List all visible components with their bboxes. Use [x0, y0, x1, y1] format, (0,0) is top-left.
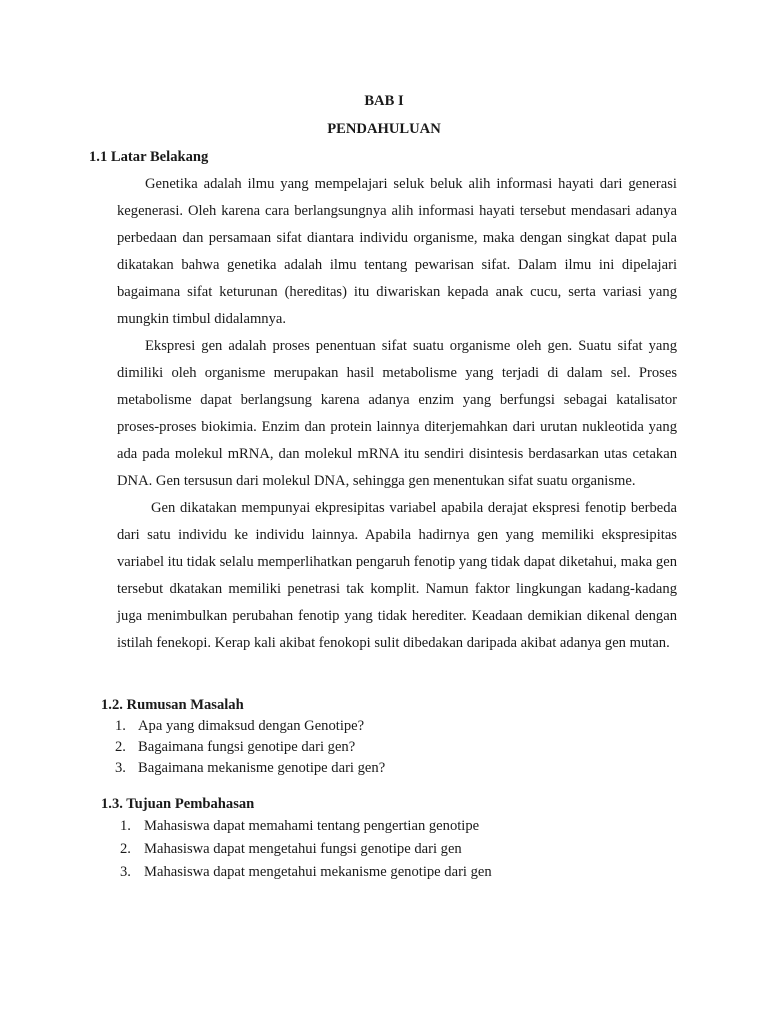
list-item-number: 2. [120, 841, 131, 857]
list-item-number: 2. [115, 739, 126, 755]
list-item-text: Mahasiswa dapat mengetahui mekanisme genotipe dari gen [144, 864, 492, 880]
section-title-latar-belakang: 1.1 Latar Belakang [89, 149, 209, 165]
list-item-text: Bagaimana mekanisme genotipe dari gen? [138, 760, 386, 776]
list-item-number: 1. [115, 718, 126, 734]
list-item [115, 737, 385, 758]
section-title-tujuan-pembahasan: 1.3. Tujuan Pembahasan [101, 796, 255, 812]
list-item [120, 815, 492, 838]
list-item-text: Apa yang dimaksud dengan Genotipe? [138, 718, 365, 734]
list-item [120, 861, 492, 884]
list-item [120, 838, 492, 861]
list-item-text: Mahasiswa dapat memahami tentang pengertian genotipe [144, 818, 480, 834]
latar-belakang-body [117, 171, 677, 657]
list-item [115, 716, 385, 737]
section-title-rumusan-masalah: 1.2. Rumusan Masalah [101, 697, 244, 713]
paragraph-genetika: Genetika adalah ilmu yang mempelajari seluk beluk alih informasi hayati dari generasi kegenerasi. Oleh karena cara berlangsungnya alih informasi hayati tersebut mendasari adanya perbedaan dan persamaan sifat diantara individu organisme, maka dengan singkat dapat pula dikatakan bahwa genetika adalah ilmu tentang pewarisan sifat. Dalam ilmu ini dipelajari bagaimana sifat keturunan (hereditas) itu diwariskan kepada anak cucu, serta variasi yang mungkin timbul didalamnya. [117, 176, 677, 327]
paragraph-ekspresi-gen: Ekspresi gen adalah proses penentuan sifat suatu organisme oleh gen. Suatu sifat yang dimiliki oleh organisme merupakan hasil metabolisme yang terjadi di dalam sel. Proses metabolisme dapat berlangsung karena adanya enzim yang berfungsi sebagai katalisator proses-proses biokimia. Enzim dan protein lainnya diterjemahkan dari urutan nukleotida yang ada pada molekul mRNA, dan molekul mRNA itu sendiri disintesis berdasarkan utas cetakan DNA. Gen tersusun dari molekul DNA, sehingga gen menentukan sifat suatu organisme. [117, 338, 677, 489]
chapter-label: BAB I [364, 93, 404, 109]
list-item-number: 3. [115, 760, 126, 776]
rumusan-masalah-list [115, 716, 385, 779]
list-item [115, 758, 385, 779]
list-item-number: 1. [120, 818, 131, 834]
paragraph-ekspresipitas: Gen dikatakan mempunyai ekpresipitas variabel apabila derajat ekspresi fenotip berbeda dari satu individu ke individu lainnya. Apabila hadirnya gen yang memiliki ekspresipitas variabel itu tidak selalu memperlihatkan pengaruh fenotip yang tidak dapat diketahui, maka gen tersebut dkatakan memiliki penetrasi tak komplit. Namun faktor lingkungan kadang-kadang juga menimbulkan perubahan fenotip yang tidak herediter. Keadaan demikian dikenal dengan istilah fenekopi. Kerap kali akibat fenokopi sulit dibedakan daripada akibat adanya gen mutan. [117, 500, 677, 651]
chapter-title: PENDAHULUAN [327, 121, 441, 137]
list-item-text: Mahasiswa dapat mengetahui fungsi genotipe dari gen [144, 841, 462, 857]
tujuan-pembahasan-list [120, 815, 492, 884]
list-item-number: 3. [120, 864, 131, 880]
list-item-text: Bagaimana fungsi genotipe dari gen? [138, 739, 356, 755]
